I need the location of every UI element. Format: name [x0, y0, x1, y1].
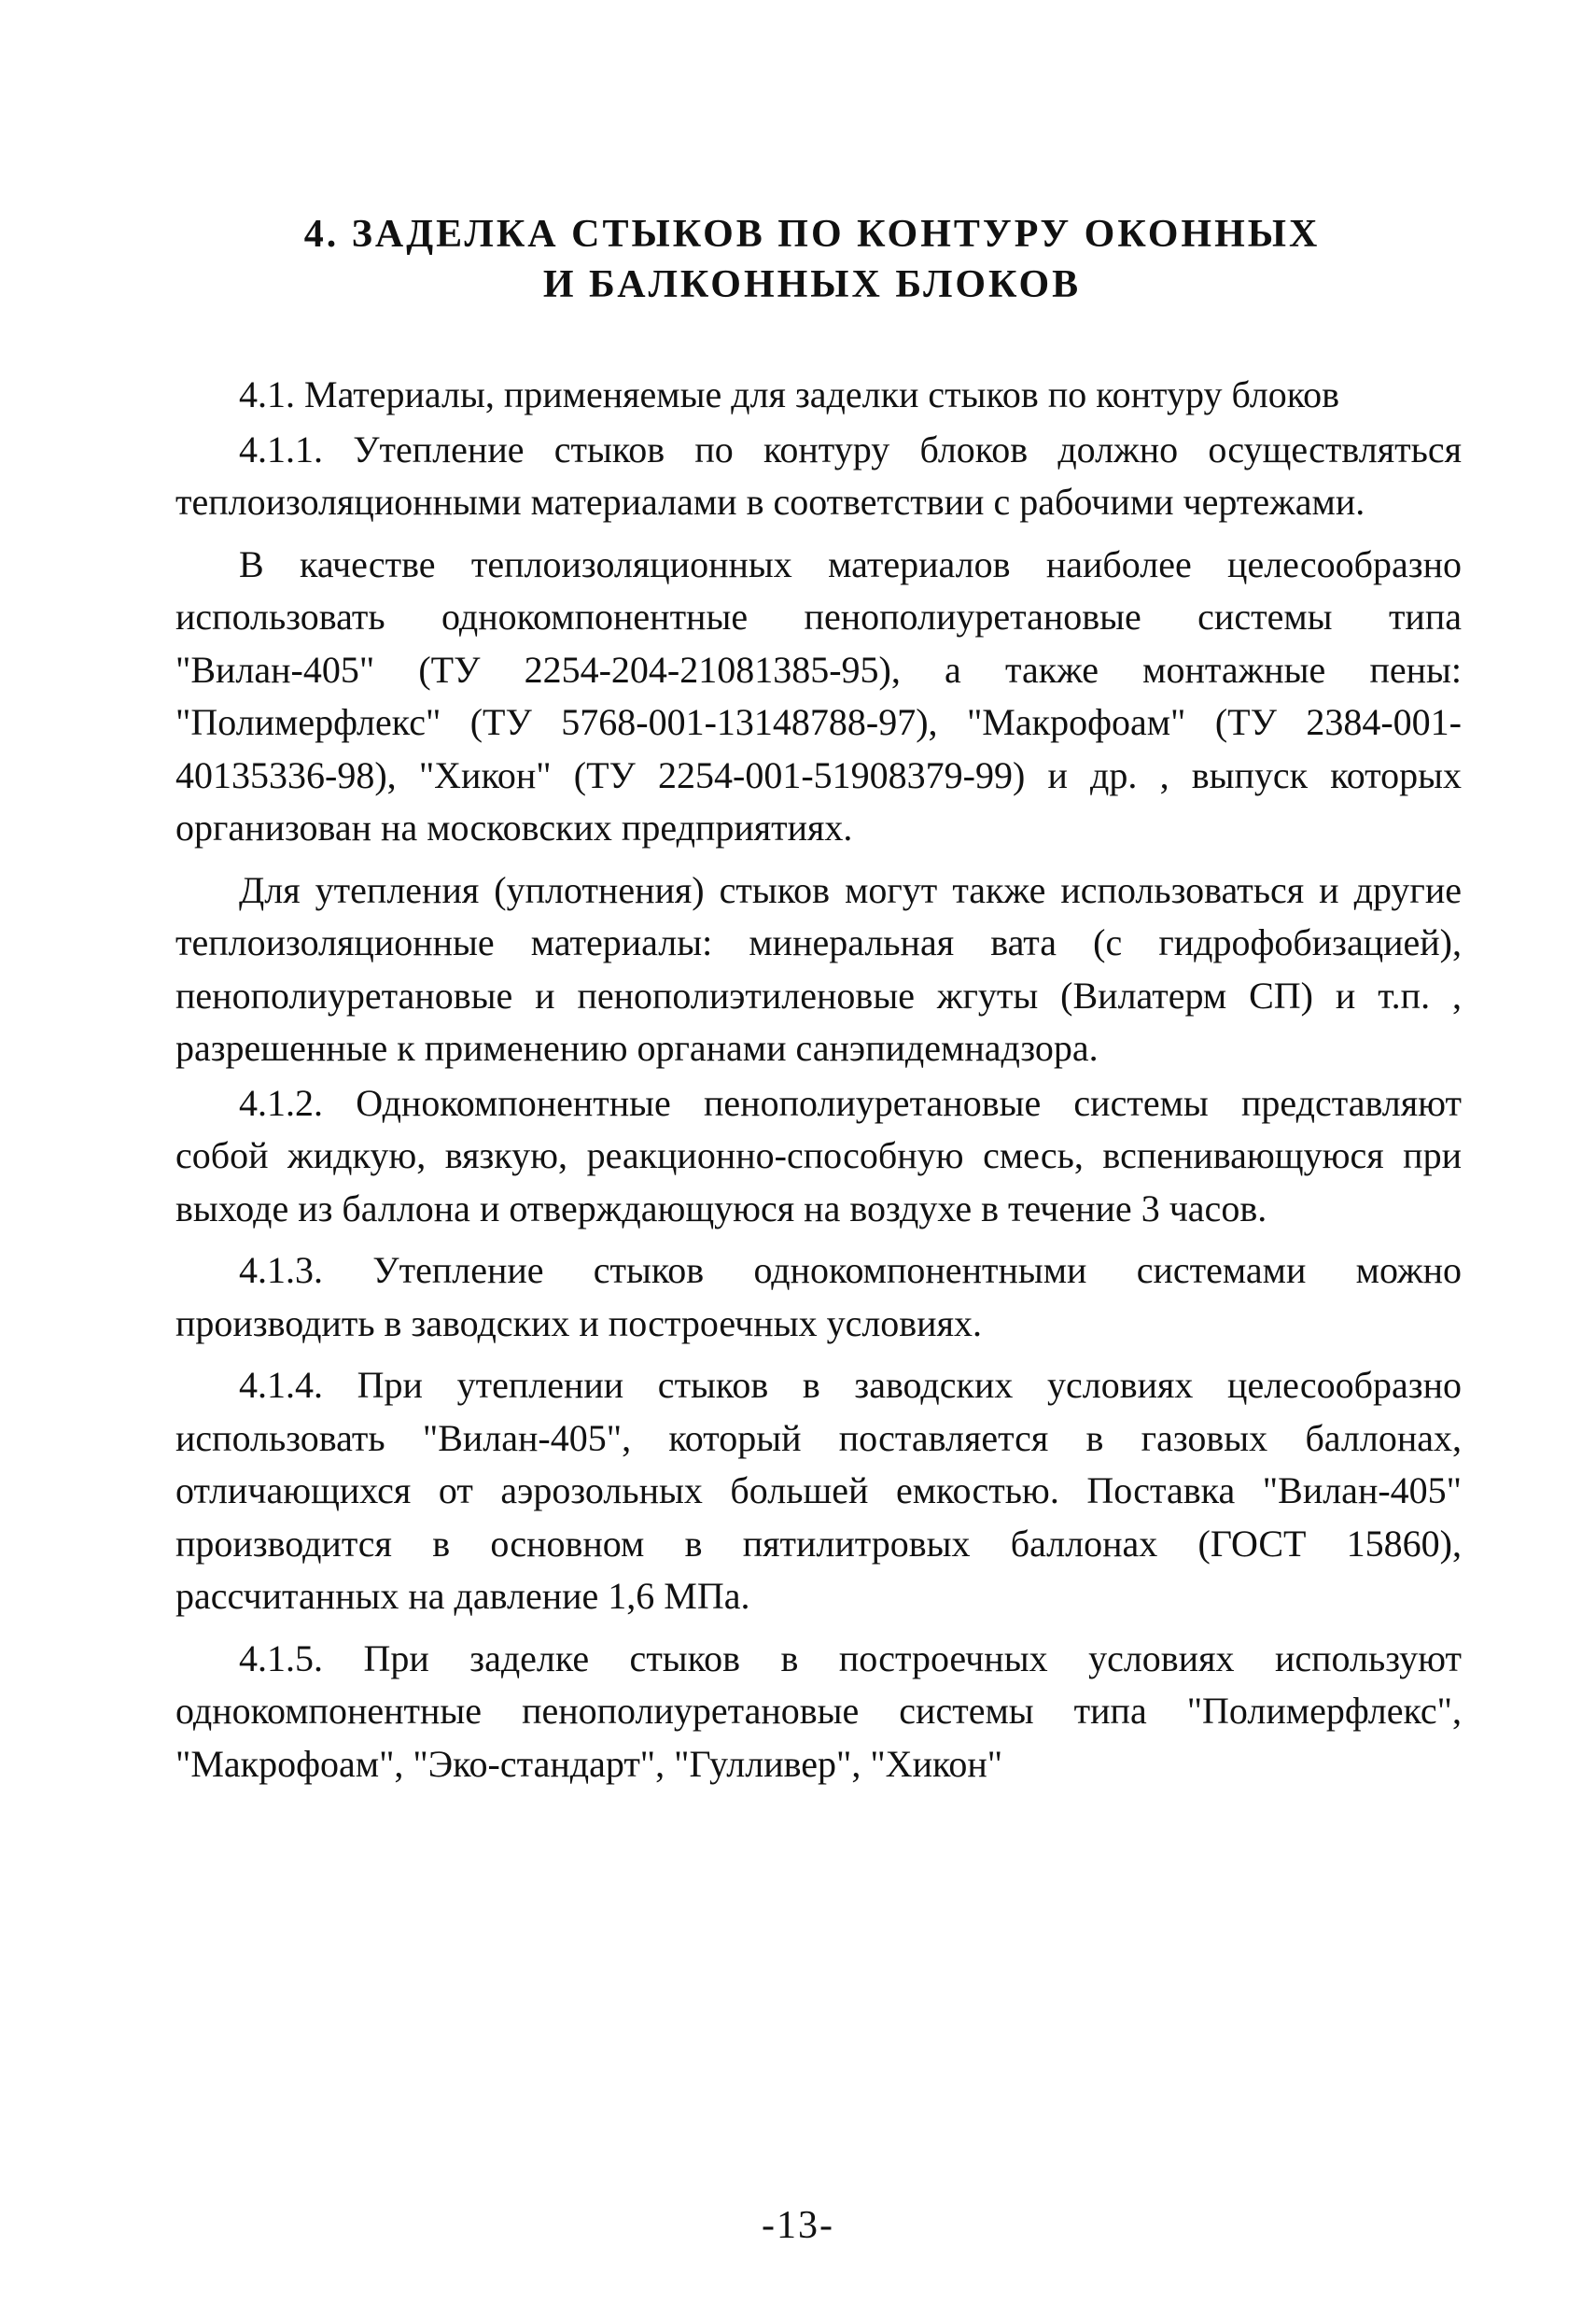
- paragraph-materials: В качестве теплоизоляционных материалов наиболее целесообразно использовать однокомпонентные пенополиуретановые системы типа "Вилан-405" (ТУ 2254-204-21081385-95), а также монтажные пены: "Полимерфлекс" (ТУ 5768-001-13148788-97), "Макрофоам" (ТУ 2384-001-40135336-98), "Хикон" (ТУ 2254-001-51908379-99) и др. , выпуск которых организован на московских предприятиях.: [175, 542, 1462, 849]
- paragraph-4-1-3: 4.1.3. Утепление стыков однокомпонентными системами можно производить в заводских и построечных условиях.: [175, 1249, 1462, 1344]
- body-text: [175, 369, 1462, 1790]
- paragraph-4-1-4: 4.1.4. При утеплении стыков в заводских условиях целесообразно использовать "Вилан-405", который поставляется в газовых баллонах, отличающихся от аэрозольных большей емкостью. Поставка "Вилан-405" производится в основном в пятилитровых баллонах (ГОСТ 15860), рассчитанных на давление 1,6 МПа.: [175, 1364, 1462, 1617]
- page-number: -13-: [762, 2204, 834, 2247]
- paragraph-4-1: 4.1. Материалы, применяемые для заделки стыков по контуру блоков: [239, 373, 1340, 415]
- paragraph-4-1-2: 4.1.2. Однокомпонентные пенополиуретановые системы представляют собой жидкую, вязкую, реакционно-способную смесь, вспенивающуюся при выходе из баллона и отверждающуюся на воздухе в течение 3 часов.: [175, 1081, 1462, 1229]
- paragraph-4-1-1: 4.1.1. Утепление стыков по контуру блоков должно осуществляться теплоизоляционными материалами в соответствии с рабочими чертежами.: [175, 428, 1462, 523]
- paragraph-other-materials: Для утепления (уплотнения) стыков могут также использоваться и другие теплоизоляционные материалы: минеральная вата (с гидрофобизацией), пенополиуретановые и пенополиэтиленовые жгуты (Вилатерм СП) и т.п. , разрешенные к применению органами санэпидемнадзора.: [175, 868, 1462, 1069]
- paragraph-4-1-5: 4.1.5. При заделке стыков в построечных условиях используют однокомпонентные пенополиуретановые системы типа "Полимерфлекс", "Макрофоам", "Эко-стандарт", "Гулливер", "Хикон": [175, 1636, 1462, 1785]
- section-heading-line-2: И БАЛКОННЫХ БЛОКОВ: [542, 263, 1082, 306]
- section-heading-line-1: 4. ЗАДЕЛКА СТЫКОВ ПО КОНТУРУ ОКОННЫХ: [303, 213, 1321, 256]
